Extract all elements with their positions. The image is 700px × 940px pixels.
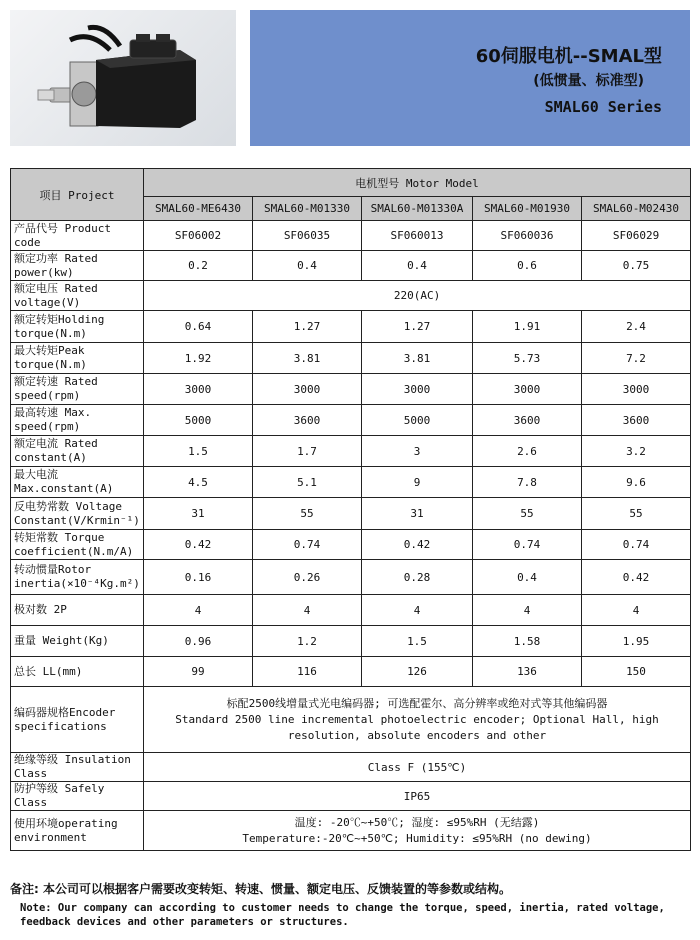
row-value: SF06002 [144, 221, 253, 251]
row-label: 最高转速 Max. speed(rpm) [11, 405, 144, 436]
model-header: SMAL60-M01330 [253, 197, 362, 221]
servo-motor-icon [10, 10, 236, 146]
spec-row [11, 311, 691, 343]
row-label: 额定电流 Rated constant(A) [11, 436, 144, 467]
insulation-row [11, 753, 691, 782]
row-value: 1.5 [362, 626, 473, 657]
row-value: 0.42 [144, 530, 253, 560]
row-label: 总长 LL(mm) [11, 657, 144, 687]
row-value: 55 [253, 498, 362, 530]
protection-row [11, 782, 691, 811]
row-value: 0.74 [582, 530, 691, 560]
row-value: 5.73 [473, 343, 582, 374]
row-value: 4.5 [144, 467, 253, 498]
row-value: 3.81 [253, 343, 362, 374]
row-value: 4 [582, 595, 691, 626]
motor-model-header: 电机型号 Motor Model [144, 169, 691, 197]
row-value: 4 [362, 595, 473, 626]
row-label: 使用环境operating environment [11, 811, 144, 851]
spec-table [10, 168, 691, 851]
row-value: 0.75 [582, 251, 691, 281]
spec-row [11, 530, 691, 560]
row-label: 额定功率 Rated power(kw) [11, 251, 144, 281]
environment-cn: 温度: -20℃~+50℃; 湿度: ≤95%RH (无结露) [294, 815, 540, 829]
row-value: 0.2 [144, 251, 253, 281]
row-value: 3.81 [362, 343, 473, 374]
row-value: 0.16 [144, 560, 253, 595]
spec-row [11, 626, 691, 657]
protection-value: IP65 [144, 782, 691, 811]
row-label: 转动惯量Rotor inertia(×10⁻⁴Kg.m²) [11, 560, 144, 595]
row-value: SF060013 [362, 221, 473, 251]
row-value-merged: 220(AC) [144, 281, 691, 311]
environment-row [11, 811, 691, 851]
row-value: 55 [473, 498, 582, 530]
row-value: 136 [473, 657, 582, 687]
row-label: 最大电流 Max.constant(A) [11, 467, 144, 498]
row-value: 2.4 [582, 311, 691, 343]
row-value: 1.58 [473, 626, 582, 657]
row-value: 4 [253, 595, 362, 626]
row-label: 额定电压 Rated voltage(V) [11, 281, 144, 311]
row-value: 0.28 [362, 560, 473, 595]
row-value: 0.74 [253, 530, 362, 560]
row-value: 0.4 [473, 560, 582, 595]
row-value: 3.2 [582, 436, 691, 467]
row-value: 7.2 [582, 343, 691, 374]
row-value: 0.96 [144, 626, 253, 657]
row-value: 3600 [473, 405, 582, 436]
row-value: 1.91 [473, 311, 582, 343]
row-label: 重量 Weight(Kg) [11, 626, 144, 657]
row-value: 126 [362, 657, 473, 687]
row-value: 1.7 [253, 436, 362, 467]
environment-en: Temperature:-20℃~+50℃; Humidity: ≤95%RH (no dewing) [242, 831, 592, 845]
spec-row [11, 374, 691, 405]
row-value: 0.4 [253, 251, 362, 281]
row-label: 最大转矩Peak torque(N.m) [11, 343, 144, 374]
motor-photo [10, 10, 236, 146]
row-value: 3000 [473, 374, 582, 405]
row-label: 绝缘等级 Insulation Class [11, 753, 144, 782]
row-value: 31 [144, 498, 253, 530]
spec-row [11, 498, 691, 530]
spec-row [11, 343, 691, 374]
row-value: 9.6 [582, 467, 691, 498]
row-value: 0.4 [362, 251, 473, 281]
row-label: 反电势常数 Voltage Constant(V/Krmin⁻¹) [11, 498, 144, 530]
row-value: 1.27 [362, 311, 473, 343]
row-label: 编码器规格Encoder specifications [11, 687, 144, 753]
spec-row [11, 251, 691, 281]
row-value: 1.2 [253, 626, 362, 657]
row-value: 0.64 [144, 311, 253, 343]
spec-row [11, 405, 691, 436]
row-value: 0.6 [473, 251, 582, 281]
encoder-cn: 标配2500线增量式光电编码器; 可选配霍尔、高分辨率或绝对式等其他编码器 [226, 696, 608, 710]
title-banner [250, 10, 690, 146]
row-value: 7.8 [473, 467, 582, 498]
row-value: SF060036 [473, 221, 582, 251]
model-header: SMAL60-M01930 [473, 197, 582, 221]
row-value: 0.42 [582, 560, 691, 595]
row-value: 3600 [582, 405, 691, 436]
series-name: SMAL60 Series [544, 98, 662, 116]
row-value: 31 [362, 498, 473, 530]
notes [10, 880, 690, 929]
insulation-value: Class F (155℃) [144, 753, 691, 782]
row-value: 1.27 [253, 311, 362, 343]
encoder-en: Standard 2500 line incremental photoelectric encoder; Optional Hall, high resolution, absolute encoders and other [175, 712, 659, 742]
row-value: 1.5 [144, 436, 253, 467]
row-value: 116 [253, 657, 362, 687]
row-value: 3600 [253, 405, 362, 436]
row-value: 9 [362, 467, 473, 498]
row-value: 3000 [582, 374, 691, 405]
row-value: 3000 [253, 374, 362, 405]
spec-row [11, 657, 691, 687]
row-value: 3 [362, 436, 473, 467]
row-value: 55 [582, 498, 691, 530]
row-value: 99 [144, 657, 253, 687]
model-header: SMAL60-ME6430 [144, 197, 253, 221]
model-header: SMAL60-M01330A [362, 197, 473, 221]
row-value: 4 [473, 595, 582, 626]
spec-row [11, 281, 691, 311]
spec-row [11, 221, 691, 251]
note-cn: 备注: 本公司可以根据客户需要改变转矩、转速、惯量、额定电压、反馈装置的等参数或结构。 [10, 882, 511, 896]
row-label: 转矩常数 Torque coefficient(N.m/A) [11, 530, 144, 560]
row-value: 1.92 [144, 343, 253, 374]
row-label: 额定转速 Rated speed(rpm) [11, 374, 144, 405]
row-value: 3000 [144, 374, 253, 405]
row-label: 额定转矩Holding torque(N.m) [11, 311, 144, 343]
row-value: 150 [582, 657, 691, 687]
row-value: SF06035 [253, 221, 362, 251]
row-value: 4 [144, 595, 253, 626]
row-label: 极对数 2P [11, 595, 144, 626]
row-value: 5000 [144, 405, 253, 436]
spec-row [11, 560, 691, 595]
spec-row [11, 436, 691, 467]
row-value: 0.42 [362, 530, 473, 560]
row-label: 防护等级 Safely Class [11, 782, 144, 811]
row-value: 1.95 [582, 626, 691, 657]
project-header: 项目 Project [11, 169, 144, 221]
spec-row [11, 595, 691, 626]
product-subtitle: (低惯量、标准型) [533, 73, 644, 89]
spec-rows [11, 221, 691, 687]
row-value: 5000 [362, 405, 473, 436]
encoder-row [11, 687, 691, 753]
row-value: 0.74 [473, 530, 582, 560]
spec-row [11, 467, 691, 498]
note-en: Note: Our company can according to customer needs to change the torque, speed, inertia, rated voltage, feedback devices and other parameters or structures. [20, 902, 665, 928]
row-label: 产品代号 Product code [11, 221, 144, 251]
row-value: 2.6 [473, 436, 582, 467]
row-value: 5.1 [253, 467, 362, 498]
product-title: 60伺服电机--SMAL型 [475, 46, 662, 67]
row-value: 0.26 [253, 560, 362, 595]
row-value: SF06029 [582, 221, 691, 251]
row-value: 3000 [362, 374, 473, 405]
model-header: SMAL60-M02430 [582, 197, 691, 221]
